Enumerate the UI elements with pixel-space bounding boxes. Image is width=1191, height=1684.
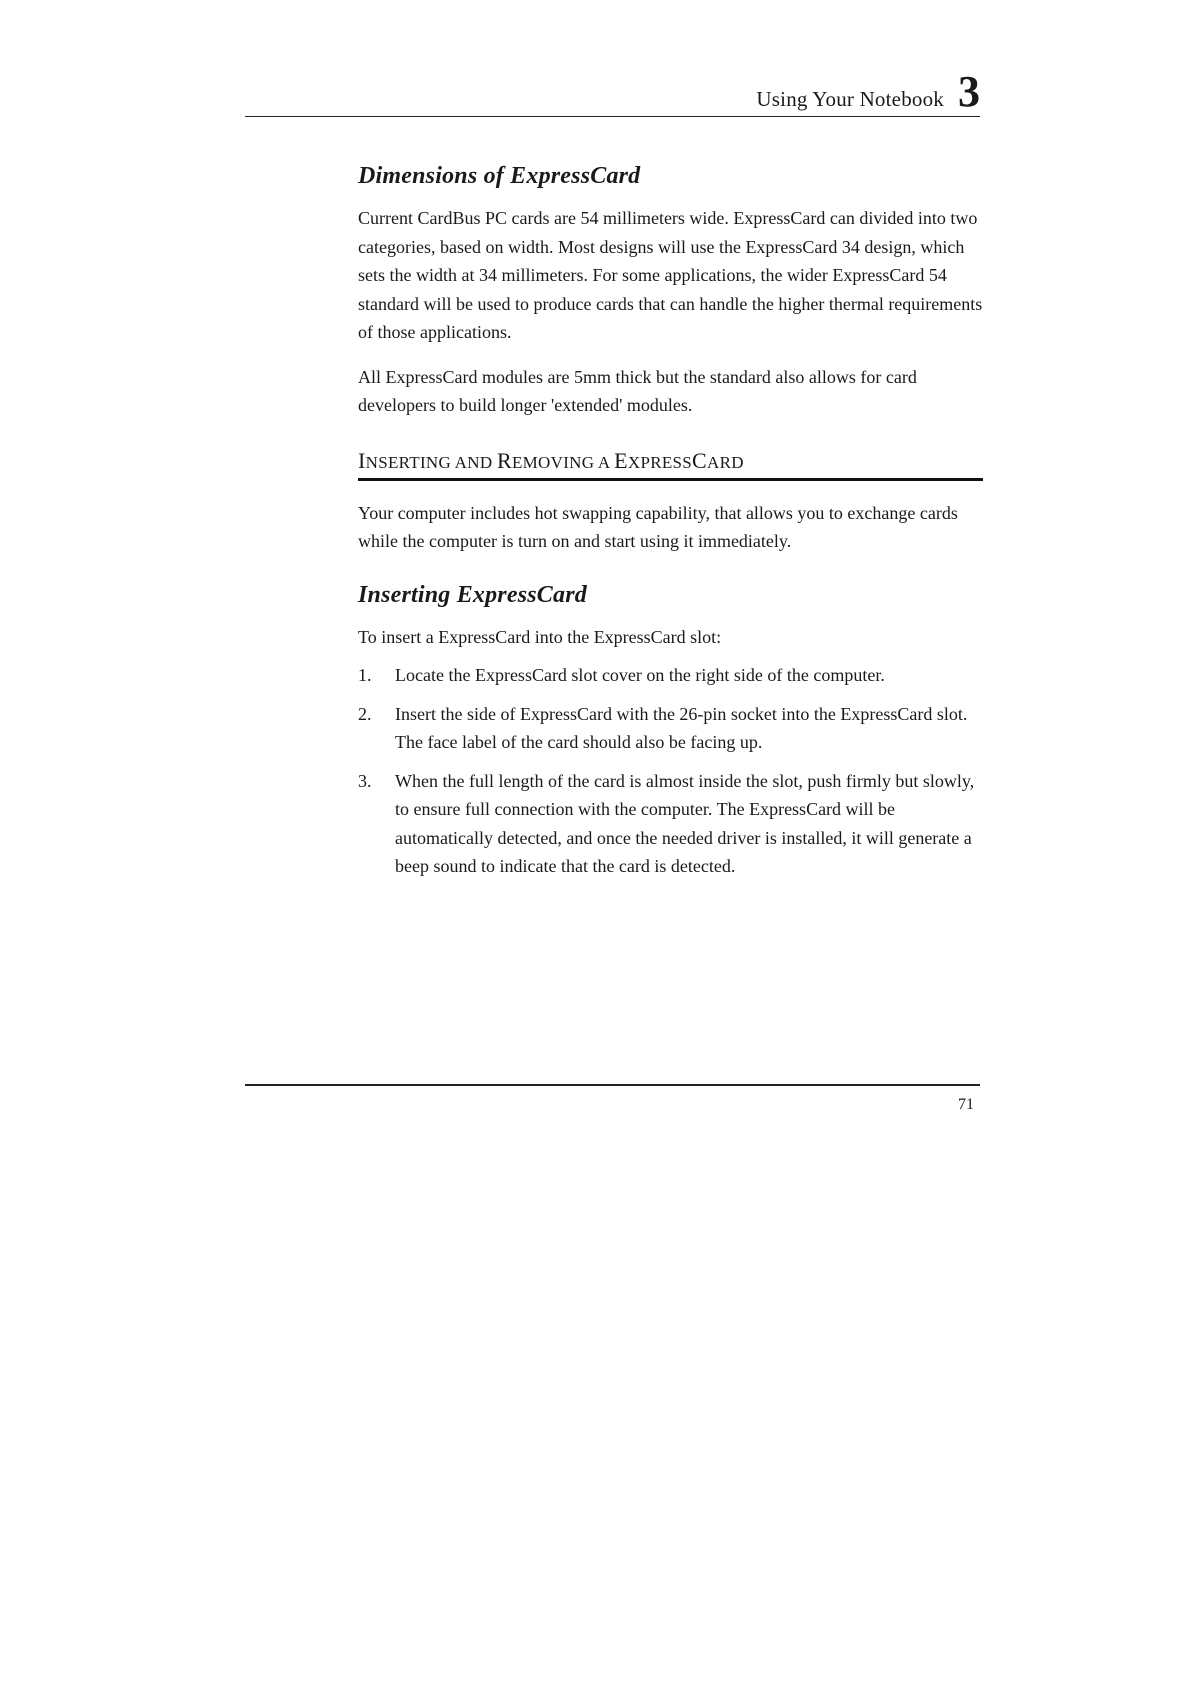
page-footer (245, 1084, 980, 1113)
step-number: 3. (358, 770, 372, 791)
running-header (245, 60, 980, 117)
header-title: Using Your Notebook (756, 87, 944, 111)
subheading-dimensions: Dimensions of ExpressCard (358, 163, 641, 189)
page-content (358, 163, 983, 891)
heading-part: I (358, 447, 366, 473)
list-item (358, 767, 983, 881)
heading-part: ARD (707, 452, 744, 472)
heading-part: C (692, 447, 708, 473)
step-text: When the full length of the card is almost inside the slot, push firmly but slowly, to ensure full connection with the computer. The ExpressCard will be automatically detected, and once the needed driver is installed, it will generate a beep sound to indicate that the card is detected. (395, 770, 975, 876)
inserting-intro: To insert a ExpressCard into the ExpressCard slot: (358, 626, 722, 647)
step-number: 2. (358, 703, 372, 724)
list-item (358, 661, 983, 690)
hot-swap-paragraph: Your computer includes hot swapping capability, that allows you to exchange cards while the computer is turn on and start using it immediately. (358, 502, 958, 551)
heading-part: NSERTING AND (365, 452, 497, 472)
list-item (358, 700, 983, 757)
dimensions-paragraph-2: All ExpressCard modules are 5mm thick but the standard also allows for card developers to build longer 'extended' modules. (358, 366, 917, 415)
step-text: Insert the side of ExpressCard with the 26-pin socket into the ExpressCard slot. The face label of the card should also be facing up. (395, 703, 968, 752)
heading-part: R (496, 447, 512, 473)
steps-list (358, 661, 983, 881)
page-number: 71 (958, 1096, 974, 1113)
chapter-number: 3 (958, 67, 980, 116)
section-heading-inserting-removing (358, 448, 983, 481)
dimensions-paragraph-1: Current CardBus PC cards are 54 millimeters wide. ExpressCard can divided into two categories, based on width. Most designs will use the ExpressCard 34 design, which sets the width at 34 millimeters. For some applications, the wider ExpressCard 54 standard will be used to produce cards that can handle the higher thermal requirements of those applications. (358, 208, 983, 342)
heading-part: E (614, 447, 628, 473)
heading-part: EMOVING A (511, 452, 615, 472)
subheading-inserting: Inserting ExpressCard (358, 581, 587, 608)
step-text: Locate the ExpressCard slot cover on the right side of the computer. (395, 665, 885, 685)
step-number: 1. (358, 665, 372, 685)
heading-part: XPRESS (627, 452, 693, 472)
